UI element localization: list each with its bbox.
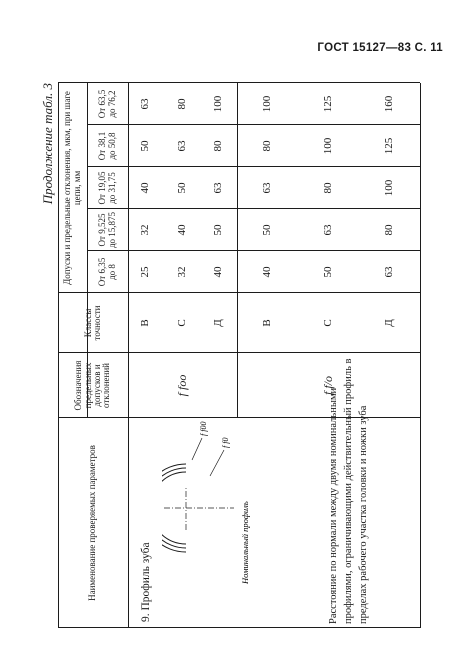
continuation-title: Продолжение табл. 3 [40,83,55,205]
header-class-col: Классы точности [82,305,102,341]
parameter-description: Расстояние по нормали между двумя номинальными профилями, ограничивающими действительный профиль в пределах рабочего участка головки и ножки зуба [328,358,370,624]
accuracy-class: В [139,319,152,327]
tolerance-value: 40 [260,266,273,278]
tolerance-value: 125 [382,137,395,155]
tolerance-leader-1 [192,438,202,460]
tolerance-value: 32 [139,224,152,236]
tolerance-value: 100 [212,95,225,113]
tolerance-value: 40 [139,182,152,194]
header-pitch-range: От 9,525 до 15,875 [97,211,117,249]
tolerance-value: 63 [321,224,334,236]
header-param-col: Наименование проверяемых параметров [87,445,98,601]
table-bottom-border [420,83,421,628]
accuracy-class: С [321,319,334,327]
accuracy-class: С [175,319,188,327]
tolerance-value: 63 [260,182,273,194]
rotated-page-content [40,83,420,628]
tolerance-value: 50 [212,224,225,236]
accuracy-class: Д [382,319,395,327]
tolerance-value: 80 [260,140,273,152]
header-pitch-range: От 6,35 до 8 [97,257,117,287]
tolerance-value: 63 [212,182,225,194]
tolerance-value: 50 [260,224,273,236]
tolerance-value: 100 [321,137,334,155]
tolerance-value: 125 [321,95,334,113]
tolerance-value: 100 [382,179,395,197]
tolerance-value: 32 [175,266,188,278]
tolerance-value: 40 [212,266,225,278]
header-pitch-range: От 63,5 до 76,2 [97,89,117,119]
tolerance-value: 50 [139,140,152,152]
tolerance-value: 63 [382,266,395,278]
tolerance-value: 50 [175,182,188,194]
tolerance-label-1: f f00 [199,421,208,436]
header-symbol-col: Обозначения предельных допусков и отклонений [73,360,112,411]
tolerance-value: 25 [139,266,152,278]
tolerance-value: 100 [260,95,273,113]
tolerance-leader-2 [210,450,224,476]
header-pitch-range: От 38,1 до 50,8 [97,131,117,161]
parameter-name: 9. Профиль зуба [140,542,152,622]
tolerance-value: 80 [175,98,188,110]
tolerance-value: 63 [175,140,188,152]
tolerance-value: 80 [321,182,334,194]
tolerance-value: 40 [175,224,188,236]
nominal-profile-label: Номинальный профиль [240,501,250,584]
tolerance-value: 80 [382,224,395,236]
tooth-profile-drawing [162,378,258,588]
page-header: ГОСТ 15127—83 С. 11 [317,42,443,54]
tolerance-value: 50 [321,266,334,278]
accuracy-class: Д [212,319,225,327]
tolerance-value: 80 [212,140,225,152]
header-tolerance-group: Допуски и предельные отклонения, мкм, при шаге цепи, мм [62,91,82,285]
accuracy-class: В [260,319,273,327]
tolerance-label-2: f f0 [221,437,230,448]
tolerance-value: 63 [139,98,152,110]
tolerance-symbol: f f/o [321,376,336,396]
tolerance-table [58,83,420,628]
tolerance-value: 160 [382,95,395,113]
tolerance-symbol: f foo [175,374,190,397]
header-pitch-range: От 19,05 до 31,75 [97,171,117,205]
